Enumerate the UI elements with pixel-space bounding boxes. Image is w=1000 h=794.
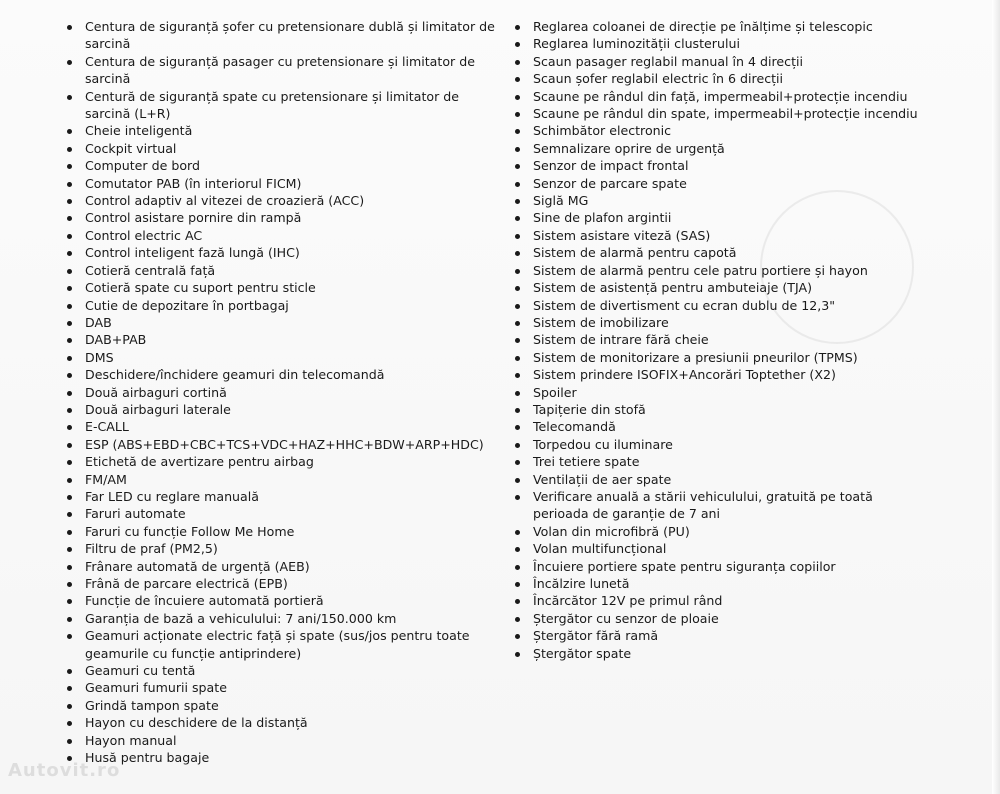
feature-text: Reglarea coloanei de direcție pe înălțime și telescopic	[533, 19, 873, 34]
feature-list-item	[510, 384, 925, 401]
bullet-icon	[515, 408, 520, 413]
feature-list-item	[62, 331, 502, 348]
feature-list-item	[62, 732, 502, 749]
feature-text: Husă pentru bagaje	[85, 750, 210, 766]
feature-list-item	[62, 540, 502, 557]
bullet-icon	[67, 739, 72, 744]
bullet-icon	[67, 721, 72, 726]
feature-list-item	[510, 523, 925, 540]
left-feature-list	[62, 18, 502, 766]
feature-list-item	[510, 314, 925, 331]
bullet-icon	[67, 60, 72, 65]
feature-text: Grindă tampon spate	[85, 697, 219, 713]
feature-text: Telecomandă	[533, 419, 616, 435]
feature-list-item	[62, 384, 502, 401]
feature-text: Cockpit virtual	[85, 140, 177, 156]
feature-text: Senzor de impact frontal	[533, 158, 689, 174]
bullet-icon	[515, 460, 520, 465]
bullet-icon	[67, 95, 72, 100]
bullet-icon	[67, 269, 72, 274]
feature-text: Centură de siguranță spate cu pretensionare și limitator de sarcină (L+R)	[85, 88, 460, 122]
feature-list-item	[510, 349, 925, 366]
bullet-icon	[515, 321, 520, 326]
bullet-icon	[515, 199, 520, 204]
feature-list-item	[510, 105, 925, 122]
bullet-icon	[515, 182, 520, 187]
feature-text: Hayon cu deschidere de la distanță	[85, 715, 308, 731]
feature-list-item	[62, 53, 502, 88]
feature-text: Comutator PAB (în interiorul FICM)	[85, 175, 302, 191]
feature-list-item	[510, 627, 925, 644]
bullet-icon	[67, 356, 72, 361]
feature-text: Ștergător cu senzor de ploaie	[533, 610, 719, 626]
bullet-icon	[67, 321, 72, 326]
feature-list-item	[62, 418, 502, 435]
feature-text: Geamuri acționate electric față și spate (sus/jos pentru toate geamurile cu funcție antiprindere)	[85, 628, 470, 661]
feature-list-item	[62, 175, 502, 192]
feature-text: Deschidere/închidere geamuri din telecomandă	[85, 367, 385, 383]
feature-list-item	[62, 88, 502, 123]
bullet-icon	[515, 565, 520, 570]
feature-text: Senzor de parcare spate	[533, 175, 687, 191]
bullet-icon	[67, 164, 72, 169]
bullet-icon	[67, 199, 72, 204]
feature-list-item	[510, 244, 925, 261]
bullet-icon	[67, 634, 72, 639]
bullet-icon	[515, 304, 520, 309]
feature-list-item	[62, 558, 502, 575]
feature-list-item	[510, 279, 925, 296]
feature-text: Ștergător fără ramă	[533, 628, 659, 644]
bullet-icon	[67, 286, 72, 291]
bullet-icon	[67, 408, 72, 413]
feature-list-item	[62, 436, 502, 453]
feature-list-item	[510, 175, 925, 192]
feature-text: Scaune pe rândul din spate, impermeabil+protecție incendiu	[533, 106, 918, 122]
bullet-icon	[515, 356, 520, 361]
bullet-icon	[67, 391, 72, 396]
feature-list-item	[62, 366, 502, 383]
bullet-icon	[515, 530, 520, 535]
bullet-icon	[515, 25, 520, 30]
bullet-icon	[67, 147, 72, 152]
feature-text: Centura de siguranță pasager cu pretensionare și limitator de sarcină	[85, 53, 475, 87]
feature-text: Control inteligent fază lungă (IHC)	[85, 245, 300, 261]
bullet-icon	[67, 565, 72, 570]
bullet-icon	[515, 42, 520, 47]
feature-text: E-CALL	[85, 419, 129, 435]
feature-text: DMS	[85, 349, 114, 365]
feature-list-item	[62, 279, 502, 296]
bullet-icon	[67, 425, 72, 430]
bullet-icon	[67, 373, 72, 378]
feature-text: Sine de plafon argintii	[533, 210, 672, 226]
feature-text: Sistem de alarmă pentru cele patru portiere și hayon	[533, 262, 868, 278]
feature-text: Torpedou cu iluminare	[533, 436, 673, 452]
feature-list-item	[510, 53, 925, 70]
feature-list-item	[62, 453, 502, 470]
bullet-icon	[515, 338, 520, 343]
feature-text: Control asistare pornire din rampă	[85, 210, 302, 226]
feature-text: Sistem de asistență pentru ambuteiaje (TJA)	[533, 280, 812, 296]
feature-list-item	[62, 18, 502, 53]
feature-list-item	[510, 453, 925, 470]
bullet-icon	[515, 147, 520, 152]
feature-text: Faruri automate	[85, 506, 186, 522]
feature-text: Faruri cu funcție Follow Me Home	[85, 523, 295, 539]
feature-list-item	[62, 575, 502, 592]
feature-list-item	[62, 627, 502, 662]
feature-list-item	[510, 540, 925, 557]
feature-text: Spoiler	[533, 384, 577, 400]
feature-text: Frânare automată de urgență (AEB)	[85, 558, 310, 574]
bullet-icon	[515, 373, 520, 378]
feature-text: Sistem de alarmă pentru capotă	[533, 245, 737, 261]
bullet-icon	[67, 182, 72, 187]
feature-text: Sistem asistare viteză (SAS)	[533, 227, 711, 243]
feature-text: Semnalizare oprire de urgență	[533, 140, 725, 156]
feature-list-item	[62, 471, 502, 488]
feature-list-item	[62, 122, 502, 139]
bullet-icon	[515, 77, 520, 82]
bullet-icon	[515, 251, 520, 256]
bullet-icon	[67, 582, 72, 587]
feature-list-item	[62, 227, 502, 244]
bullet-icon	[67, 530, 72, 535]
bullet-icon	[67, 234, 72, 239]
feature-list-item	[510, 592, 925, 609]
feature-list-item	[510, 262, 925, 279]
feature-list-item	[510, 192, 925, 209]
feature-list-item	[510, 157, 925, 174]
bullet-icon	[515, 652, 520, 657]
feature-list-item	[510, 610, 925, 627]
bullet-icon	[515, 599, 520, 604]
feature-text: Hayon manual	[85, 732, 177, 748]
feature-list-item	[62, 349, 502, 366]
feature-text: Etichetă de avertizare pentru airbag	[85, 454, 314, 470]
feature-text: Filtru de praf (PM2,5)	[85, 541, 218, 557]
bullet-icon	[67, 443, 72, 448]
bullet-icon	[515, 391, 520, 396]
feature-list-item	[62, 488, 502, 505]
feature-list-item	[62, 679, 502, 696]
bullet-icon	[515, 478, 520, 483]
feature-text: Sistem de intrare fără cheie	[533, 332, 709, 348]
bullet-icon	[67, 669, 72, 674]
bullet-icon	[515, 234, 520, 239]
feature-list-item	[62, 297, 502, 314]
feature-list-item	[62, 262, 502, 279]
feature-list-item	[510, 122, 925, 139]
bullet-icon	[515, 617, 520, 622]
bullet-icon	[67, 25, 72, 30]
feature-text: Control adaptiv al vitezei de croazieră (ACC)	[85, 193, 365, 209]
bullet-icon	[67, 495, 72, 500]
bullet-icon	[515, 60, 520, 65]
bullet-icon	[67, 251, 72, 256]
feature-text: Cheie inteligentă	[85, 123, 193, 139]
feature-list-item	[510, 209, 925, 226]
feature-text: Ștergător spate	[533, 645, 632, 661]
bullet-icon	[515, 547, 520, 552]
feature-list-item	[62, 662, 502, 679]
bullet-icon	[67, 547, 72, 552]
feature-text: Încuiere portiere spate pentru siguranța copiilor	[533, 558, 836, 574]
feature-list-item	[510, 366, 925, 383]
bullet-icon	[67, 304, 72, 309]
bullet-icon	[67, 599, 72, 604]
feature-list-item	[510, 140, 925, 157]
feature-text: Sistem prindere ISOFIX+Ancorări Toptether (X2)	[533, 367, 836, 383]
feature-text: Sistem de monitorizare a presiunii pneurilor (TPMS)	[533, 349, 858, 365]
feature-text: Două airbaguri cortină	[85, 384, 227, 400]
feature-list-item	[62, 209, 502, 226]
feature-list-item	[62, 314, 502, 331]
feature-text: Scaune pe rândul din față, impermeabil+protecție incendiu	[533, 88, 908, 104]
feature-list-item	[62, 244, 502, 261]
bullet-icon	[67, 338, 72, 343]
feature-list-item	[62, 697, 502, 714]
bullet-icon	[515, 112, 520, 117]
bullet-icon	[67, 617, 72, 622]
feature-text: Cutie de depozitare în portbagaj	[85, 297, 289, 313]
feature-list-item	[510, 436, 925, 453]
feature-list-item	[62, 610, 502, 627]
bullet-icon	[515, 443, 520, 448]
feature-text: Ventilații de aer spate	[533, 471, 672, 487]
bullet-icon	[515, 216, 520, 221]
watermark: Autovit.ro	[8, 760, 121, 781]
bullet-icon	[515, 286, 520, 291]
feature-text: Centura de siguranță șofer cu pretensionare dublă și limitator de sarcină	[85, 19, 495, 52]
feature-list-item	[510, 70, 925, 87]
feature-text: Încărcător 12V pe primul rând	[533, 593, 723, 609]
feature-list-item	[62, 505, 502, 522]
feature-text: Volan din microfibră (PU)	[533, 523, 690, 539]
feature-text: Geamuri cu tentă	[85, 663, 196, 679]
feature-list-item	[510, 35, 925, 52]
feature-text: Control electric AC	[85, 227, 203, 243]
feature-list-item	[62, 592, 502, 609]
feature-text: DAB	[85, 314, 112, 330]
feature-text: Încălzire lunetă	[533, 576, 630, 591]
feature-list-item	[62, 523, 502, 540]
bullet-icon	[515, 129, 520, 134]
bullet-icon	[67, 686, 72, 691]
feature-text: Volan multifuncțional	[533, 541, 667, 557]
feature-text: Funcție de încuiere automată portieră	[85, 593, 324, 609]
feature-list-item	[510, 331, 925, 348]
feature-list-item	[510, 418, 925, 435]
feature-text: Scaun pasager reglabil manual în 4 direcții	[533, 53, 804, 69]
feature-list-item	[510, 18, 925, 35]
bullet-icon	[67, 460, 72, 465]
feature-text: Două airbaguri laterale	[85, 401, 231, 417]
feature-list-item	[510, 488, 925, 523]
bullet-icon	[515, 582, 520, 587]
bullet-icon	[515, 495, 520, 500]
bullet-icon	[515, 425, 520, 430]
feature-text: Far LED cu reglare manuală	[85, 488, 259, 504]
feature-list-item	[510, 471, 925, 488]
feature-text: Tapițerie din stofă	[533, 401, 646, 417]
feature-list-item	[510, 297, 925, 314]
feature-text: Cotieră spate cu suport pentru sticle	[85, 280, 316, 296]
feature-text: Scaun șofer reglabil electric în 6 direcții	[533, 71, 784, 87]
feature-text: Sistem de imobilizare	[533, 314, 669, 330]
feature-text: Garanția de bază a vehiculului: 7 ani/150.000 km	[85, 610, 397, 626]
bullet-icon	[515, 634, 520, 639]
feature-text: Verificare anuală a stării vehiculului, gratuită pe toată perioada de garanție de 7 ani	[533, 488, 873, 522]
feature-list-item	[62, 401, 502, 418]
feature-list-item	[62, 140, 502, 157]
bullet-icon	[67, 478, 72, 483]
feature-list-item	[510, 401, 925, 418]
bullet-icon	[67, 216, 72, 221]
feature-text: Geamuri fumurii spate	[85, 680, 227, 696]
feature-text: DAB+PAB	[85, 332, 147, 348]
feature-text: Schimbător electronic	[533, 123, 672, 139]
feature-text: Reglarea luminozității clusterului	[533, 36, 740, 52]
bullet-icon	[515, 95, 520, 100]
feature-text: Computer de bord	[85, 158, 201, 174]
feature-text: FM/AM	[85, 471, 127, 487]
feature-list-item	[510, 227, 925, 244]
feature-text: Sistem de divertisment cu ecran dublu de 12,3"	[533, 297, 836, 313]
bullet-icon	[515, 164, 520, 169]
feature-list-item	[62, 157, 502, 174]
bullet-icon	[67, 512, 72, 517]
feature-text: Trei tetiere spate	[533, 454, 640, 470]
bullet-icon	[67, 129, 72, 134]
feature-list-item	[510, 88, 925, 105]
feature-text: ESP (ABS+EBD+CBC+TCS+VDC+HAZ+HHC+BDW+ARP+HDC)	[85, 436, 484, 452]
feature-list-item	[62, 192, 502, 209]
feature-text: Cotieră centrală față	[85, 262, 216, 278]
bullet-icon	[515, 269, 520, 274]
page-edge	[992, 0, 1000, 794]
feature-list-item	[510, 575, 925, 592]
feature-list-item	[62, 749, 502, 766]
feature-list-item	[510, 558, 925, 575]
bullet-icon	[67, 704, 72, 709]
feature-text: Frână de parcare electrică (EPB)	[85, 576, 288, 591]
right-feature-list	[510, 18, 925, 662]
feature-list-item	[510, 645, 925, 662]
feature-list-item	[62, 714, 502, 731]
feature-text: Siglă MG	[533, 193, 589, 209]
